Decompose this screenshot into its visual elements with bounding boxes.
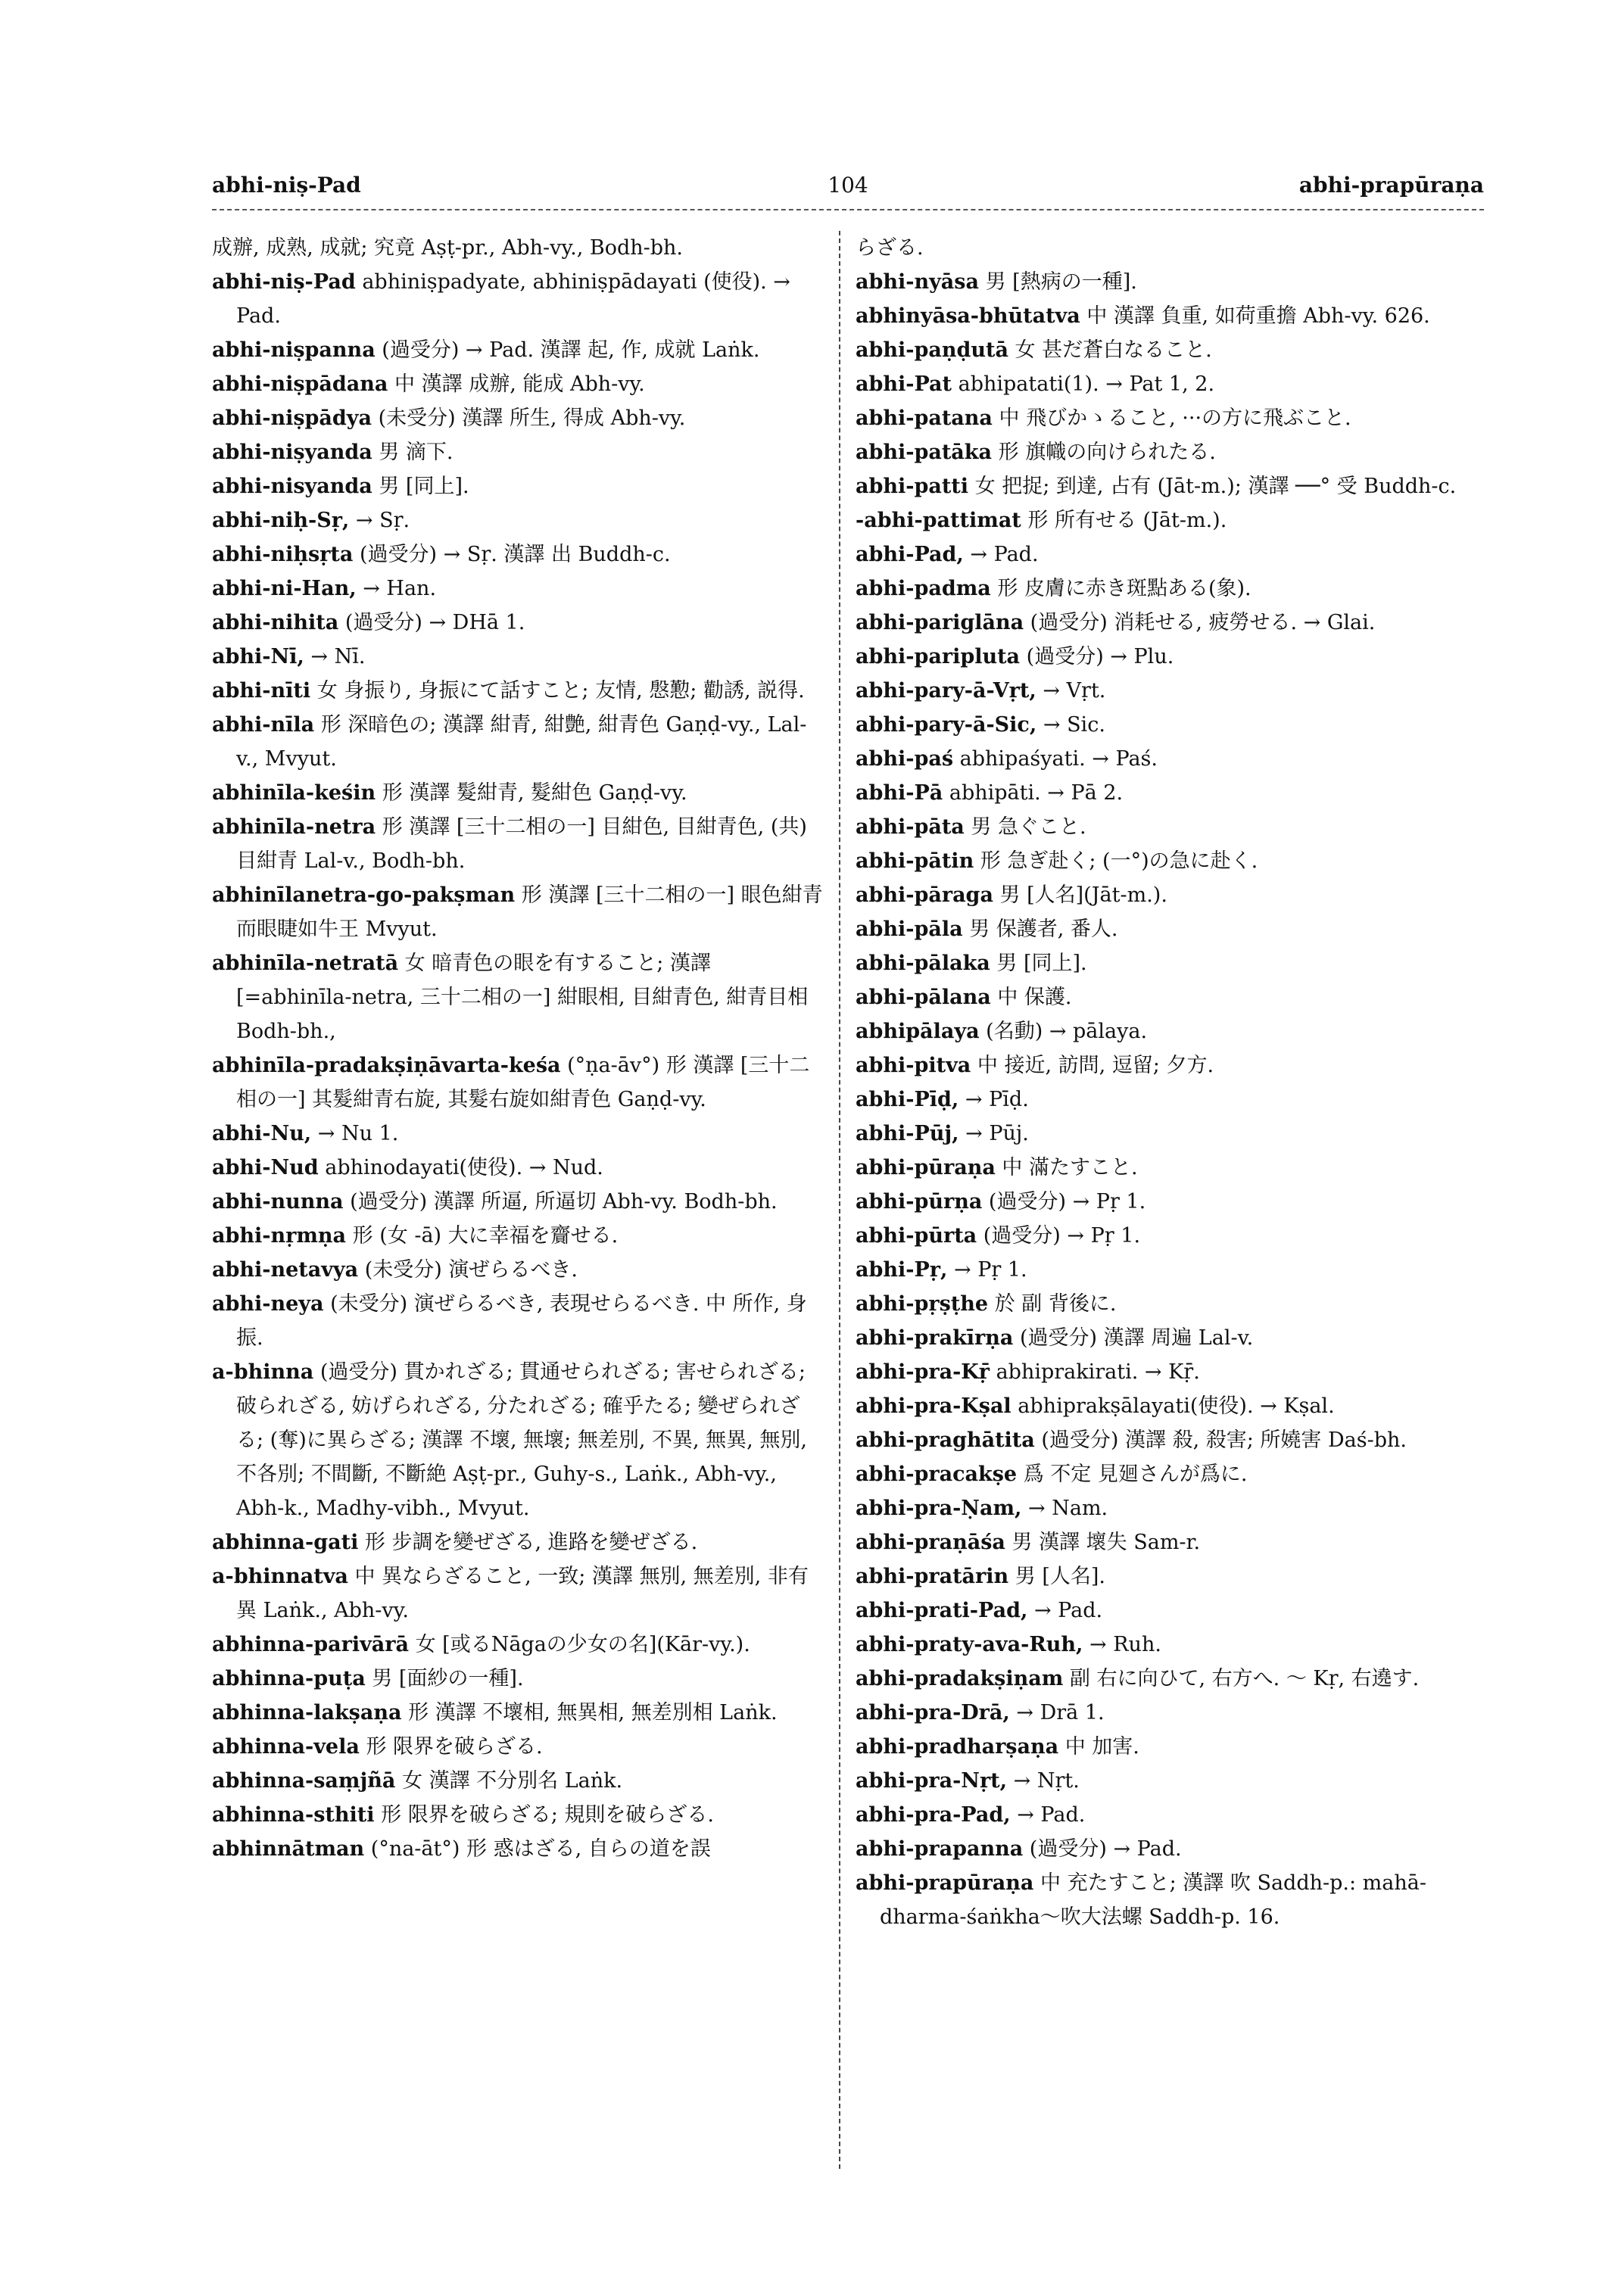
entry-definition: 中 異ならざること, 一致; 漢譯 無別, 無差別, 非有異 Laṅk., Abh-vy. — [236, 1565, 809, 1622]
dictionary-entry — [856, 1185, 1473, 1219]
dictionary-entry — [212, 1355, 825, 1525]
dictionary-entry — [856, 1594, 1473, 1628]
dictionary-entry — [212, 1151, 825, 1185]
entry-definition: → Sic. — [1043, 713, 1105, 737]
entry-headword: abhi-nīti — [212, 679, 311, 703]
entry-definition: 男 [同上]. — [996, 952, 1087, 975]
entry-headword: abhi-pūraṇa — [856, 1156, 996, 1179]
dictionary-entry — [212, 1798, 825, 1832]
entry-definition: 中 充たすこと; 漢譯 吹 Saddh-p.: mahā-dharma-śaṅkha～吹大法螺 Saddh-p. 16. — [880, 1871, 1426, 1929]
dictionary-entry — [212, 231, 825, 265]
dictionary-entry — [856, 1866, 1473, 1934]
dictionary-entry — [212, 1219, 825, 1253]
entry-headword: abhinna-puṭa — [212, 1667, 366, 1690]
entry-headword: abhi-niṣyanda — [212, 441, 372, 464]
entry-headword: abhi-ni-Han, — [212, 577, 357, 600]
dictionary-entry — [856, 1117, 1473, 1151]
entry-headword: abhi-paṇḍutā — [856, 338, 1008, 362]
entry-headword: abhi-Nud — [212, 1156, 319, 1179]
dictionary-entry — [212, 1832, 825, 1866]
entry-definition: 形 限界を破らざる; 規則を破らざる. — [381, 1803, 714, 1827]
entry-headword: abhi-nunna — [212, 1190, 344, 1213]
dictionary-entry — [856, 1491, 1473, 1525]
entry-definition: 形 所有せる (Jāt-m.). — [1027, 509, 1227, 532]
entry-headword: abhinīla-pradakṣiṇāvarta-keśa — [212, 1054, 561, 1077]
entry-headword: abhi-niṣpādya — [212, 407, 372, 430]
dictionary-entry — [212, 333, 825, 367]
entry-headword: abhi-Pṛ, — [856, 1258, 948, 1282]
dictionary-entry — [856, 299, 1473, 333]
dictionary-entry — [856, 640, 1473, 674]
entry-headword: abhi-nṛmṇa — [212, 1224, 347, 1248]
entry-headword: abhi-Pad, — [856, 543, 964, 566]
entry-definition: (過受分) → Pṛ 1. — [988, 1190, 1146, 1213]
header-right-guideword: abhi-prapūraṇa — [1298, 173, 1484, 198]
entry-definition: 女 身振り, 身振にて話すこと; 友情, 慇懃; 勸誘, 説得. — [316, 679, 805, 703]
dictionary-entry — [856, 1696, 1473, 1730]
entry-headword: abhi-pradharṣaṇa — [856, 1735, 1059, 1759]
entry-headword: abhi-pary-ā-Vṛt, — [856, 679, 1036, 703]
entry-definition: abhinodayati(使役). → Nud. — [325, 1156, 603, 1179]
entry-definition: 形 旗幟の向けられたる. — [998, 441, 1216, 464]
entry-headword: abhinna-vela — [212, 1735, 360, 1759]
entry-definition: (°ṇa-āv°) 形 漢譯 [三十二相の一] 其髮紺青右旋, 其髮右旋如紺青色 Gaṇḍ-vy. — [236, 1054, 810, 1111]
entry-headword: abhi-pra-Drā, — [856, 1701, 1010, 1724]
entry-definition: → Drā 1. — [1016, 1701, 1105, 1724]
entry-headword: abhi-pra-Kṣal — [856, 1394, 1011, 1418]
entry-definition: 女 甚だ蒼白なること. — [1015, 338, 1212, 362]
entry-definition: 男 [面紗の一種]. — [372, 1667, 524, 1690]
dictionary-entry — [856, 1355, 1473, 1389]
entry-headword: abhi-Pā — [856, 781, 943, 805]
dictionary-entry — [856, 1525, 1473, 1559]
entry-definition: → Nī. — [310, 645, 366, 668]
entry-headword: abhi-pālana — [856, 986, 991, 1009]
entry-definition: → Pad. — [1017, 1803, 1086, 1827]
entry-definition: 中 滿たすこと. — [1002, 1156, 1138, 1179]
entry-definition: → Pīḍ. — [965, 1088, 1029, 1111]
entry-definition: → Sṛ. — [355, 509, 410, 532]
dictionary-entry — [856, 572, 1473, 606]
entry-headword: a-bhinna — [212, 1360, 314, 1384]
entry-headword: abhi-niḥ-Sṛ, — [212, 509, 350, 532]
entry-definition: 男 急ぐこと. — [971, 815, 1086, 839]
dictionary-entry — [212, 435, 825, 469]
entry-definition: (過受分) 漢譯 殺, 殺害; 所嬈害 Daś-bh. — [1041, 1428, 1407, 1452]
entry-headword: abhi-nisyanda — [212, 475, 372, 498]
dictionary-entry — [212, 878, 825, 946]
entry-headword: abhinnātman — [212, 1837, 365, 1861]
page-number: 104 — [828, 173, 868, 198]
entry-headword: abhinīla-netratā — [212, 952, 399, 975]
entry-definition: (過受分) 消耗せる, 疲勞せる. → Glai. — [1030, 611, 1376, 634]
entry-headword: abhinīla-netra — [212, 815, 376, 839]
dictionary-entry — [856, 1764, 1473, 1798]
entry-headword: abhi-prapūraṇa — [856, 1871, 1034, 1895]
entry-definition: 形 漢譯 [三十二相の一] 目紺色, 目紺青色, (共)目紺青 Lal-v., Bodh-bh. — [236, 815, 807, 873]
entry-definition: (過受分) 貫かれざる; 貫通せられざる; 害せられざる; 破られざる, 妨げられざる, 分たれざる; 確乎たる; 變ぜられざる; (奪)に異らざる; 漢譯 不壞, 無壞; 無差別, 不異, 無異, 無別, 不各別; 不間斷, 不斷絶 Aṣṭ-pr., Guhy-s., Laṅk., Abh-vy., Abh-k., Madhy-vibh., Mvyut. — [236, 1360, 807, 1520]
dictionary-entry — [212, 503, 825, 537]
dictionary-entry — [856, 1287, 1473, 1321]
dictionary-entry — [856, 1423, 1473, 1457]
entry-headword: abhi-pratārin — [856, 1565, 1009, 1588]
column-divider — [839, 231, 840, 2169]
entry-definition: 中 保護. — [997, 986, 1072, 1009]
entry-headword: abhi-nīla — [212, 713, 315, 737]
entry-definition: 男 [同上]. — [379, 475, 469, 498]
dictionary-entry — [212, 1628, 825, 1662]
entry-headword: abhinna-saṃjñā — [212, 1769, 396, 1793]
entry-headword: abhi-pūrṇa — [856, 1190, 983, 1213]
dictionary-entry — [856, 946, 1473, 980]
entry-headword: abhi-praghātita — [856, 1428, 1035, 1452]
entry-definition: abhipāti. → Pā 2. — [949, 781, 1124, 805]
entry-definition: 女 [或るNāgaの少女の名](Kār-vy.). — [415, 1633, 750, 1656]
entry-definition: 形 漢譯 不壞相, 無異相, 無差別相 Laṅk. — [408, 1701, 778, 1724]
entry-headword: abhi-pāla — [856, 918, 963, 941]
entry-headword: -abhi-pattimat — [856, 509, 1021, 532]
entry-definition: (未受分) 演ぜらるべき. — [364, 1258, 578, 1282]
dictionary-entry — [856, 810, 1473, 844]
entry-definition: 女 把捉; 到達, 占有 (Jāt-m.); 漢譯 ──° 受 Buddh-c. — [974, 475, 1457, 498]
dictionary-entry — [856, 674, 1473, 708]
dictionary-entry — [212, 1253, 825, 1287]
header-rule — [212, 209, 1484, 210]
entry-headword: abhinīlanetra-go-pakṣman — [212, 883, 516, 907]
entry-headword: abhi-prapanna — [856, 1837, 1024, 1861]
dictionary-entry — [856, 742, 1473, 776]
entry-definition: 形 皮膚に赤き斑點ある(象). — [997, 577, 1252, 600]
entry-headword: abhi-pra-Kṝ — [856, 1360, 990, 1384]
entry-definition: (過受分) → Sṛ. 漢譯 出 Buddh-c. — [359, 543, 671, 566]
entry-definition: → Nam. — [1028, 1497, 1108, 1520]
entry-headword: abhi-Pat — [856, 372, 952, 396]
dictionary-entry — [212, 1287, 825, 1355]
dictionary-entry — [856, 503, 1473, 537]
dictionary-entry — [212, 810, 825, 878]
entry-definition: 女 暗青色の眼を有すること; 漢譯 [=abhinīla-netra, 三十二相の一] 紺眼相, 目紺青色, 紺青目相 Bodh-bh., — [236, 952, 809, 1043]
entry-definition: 於 副 背後に. — [994, 1292, 1117, 1316]
entry-headword: abhinna-lakṣaṇa — [212, 1701, 402, 1724]
dictionary-entry — [856, 537, 1473, 572]
dictionary-entry — [212, 401, 825, 435]
entry-definition: 形 限界を破らざる. — [366, 1735, 543, 1759]
dictionary-entry — [212, 674, 825, 708]
entry-definition: (名動) → pālaya. — [986, 1020, 1148, 1043]
dictionary-entry — [856, 878, 1473, 912]
entry-headword: abhi-padma — [856, 577, 991, 600]
dictionary-entry — [212, 1185, 825, 1219]
dictionary-entry — [212, 708, 825, 776]
dictionary-entry — [212, 265, 825, 333]
dictionary-entry — [212, 469, 825, 503]
dictionary-entry — [212, 1048, 825, 1117]
entry-headword: abhi-pṛṣṭhe — [856, 1292, 989, 1316]
entry-definition: abhipatati(1). → Pat 1, 2. — [958, 372, 1215, 396]
entry-definition: 爲 不定 見廻さんが爲に. — [1023, 1463, 1248, 1486]
dictionary-entry — [856, 776, 1473, 810]
dictionary-entry — [856, 1014, 1473, 1048]
entry-headword: abhi-patana — [856, 407, 993, 430]
entry-headword: abhinna-sthiti — [212, 1803, 375, 1827]
left-column — [212, 231, 825, 1866]
entry-definition: → Nṛt. — [1013, 1769, 1080, 1793]
entry-definition: → Han. — [363, 577, 437, 600]
entry-definition: 成辦, 成熟, 成就; 究竟 Aṣṭ-pr., Abh-vy., Bodh-bh. — [212, 236, 684, 260]
entry-headword: abhi-patāka — [856, 441, 993, 464]
entry-headword: abhi-patti — [856, 475, 969, 498]
entry-definition: らざる. — [856, 236, 924, 260]
entry-headword: abhi-pra-Pad, — [856, 1803, 1011, 1827]
entry-headword: abhi-pālaka — [856, 952, 990, 975]
dictionary-entry — [856, 606, 1473, 640]
dictionary-entry — [856, 435, 1473, 469]
entry-definition: → Pṛ 1. — [954, 1258, 1027, 1282]
dictionary-entry — [212, 1525, 825, 1559]
dictionary-entry — [212, 1117, 825, 1151]
entry-definition: 中 漢譯 負重, 如荷重擔 Abh-vy. 626. — [1086, 304, 1430, 328]
entry-headword: a-bhinnatva — [212, 1565, 348, 1588]
page-header — [212, 173, 1484, 203]
dictionary-entry — [856, 708, 1473, 742]
entry-definition: → Nu 1. — [317, 1122, 399, 1145]
entry-definition: → Vṛt. — [1043, 679, 1106, 703]
dictionary-entry — [856, 980, 1473, 1014]
entry-headword: abhi-pra-Ṇam, — [856, 1497, 1022, 1520]
dictionary-entry — [212, 1559, 825, 1628]
dictionary-entry — [856, 401, 1473, 435]
entry-definition: 女 漢譯 不分別名 Laṅk. — [401, 1769, 623, 1793]
entry-definition: (過受分) → DHā 1. — [344, 611, 525, 634]
entry-definition: → Pad. — [1033, 1599, 1103, 1622]
entry-headword: abhi-niṣ-Pad — [212, 270, 356, 294]
dictionary-entry — [856, 1457, 1473, 1491]
entry-headword: abhi-paś — [856, 747, 954, 771]
entry-definition: abhiprakṣālayati(使役). → Kṣal. — [1018, 1394, 1335, 1418]
entry-definition: 中 接近, 訪問, 逗留; 夕方. — [977, 1054, 1214, 1077]
entry-definition: 形 漢譯 髮紺青, 髮紺色 Gaṇḍ-vy. — [382, 781, 687, 805]
entry-definition: → Ruh. — [1089, 1633, 1161, 1656]
dictionary-entry — [856, 1832, 1473, 1866]
entry-definition: 中 加害. — [1064, 1735, 1139, 1759]
entry-headword: abhi-netavya — [212, 1258, 359, 1282]
entry-headword: abhi-prati-Pad, — [856, 1599, 1028, 1622]
entry-headword: abhinīla-keśin — [212, 781, 376, 805]
dictionary-entry — [212, 1764, 825, 1798]
dictionary-entry — [856, 1798, 1473, 1832]
dictionary-entry — [856, 1048, 1473, 1083]
entry-headword: abhi-nyāsa — [856, 270, 979, 294]
entry-headword: abhi-pātin — [856, 849, 974, 873]
dictionary-entry — [856, 1628, 1473, 1662]
entry-headword: abhi-pracakṣe — [856, 1463, 1018, 1486]
entry-definition: 男 保護者, 番人. — [969, 918, 1118, 941]
entry-definition: (過受分) 漢譯 所逼, 所逼切 Abh-vy. Bodh-bh. — [350, 1190, 778, 1213]
entry-headword: abhinna-parivārā — [212, 1633, 409, 1656]
entry-headword: abhi-praṇāśa — [856, 1531, 1005, 1554]
entry-definition: 男 [熱病の一種]. — [985, 270, 1137, 294]
entry-definition: (未受分) 演ぜらるべき, 表現せらるべき. 中 所作, 身振. — [236, 1292, 807, 1350]
dictionary-entry — [856, 1151, 1473, 1185]
entry-headword: abhi-Pīḍ, — [856, 1088, 959, 1111]
entry-headword: abhi-pradakṣiṇam — [856, 1667, 1064, 1690]
entry-definition: abhiprakirati. → Kṝ. — [996, 1360, 1200, 1384]
entry-definition: (過受分) → Plu. — [1026, 645, 1174, 668]
dictionary-entry — [212, 606, 825, 640]
entry-headword: abhi-pāta — [856, 815, 965, 839]
entry-headword: abhi-niṣpādana — [212, 372, 388, 396]
entry-headword: abhi-niḥsṛta — [212, 543, 354, 566]
dictionary-entry — [856, 1321, 1473, 1355]
entry-headword: abhi-pary-ā-Sic, — [856, 713, 1037, 737]
entry-headword: abhinna-gati — [212, 1531, 359, 1554]
entry-headword: abhi-neya — [212, 1292, 324, 1316]
dictionary-entry — [212, 572, 825, 606]
entry-headword: abhi-pāraga — [856, 883, 993, 907]
entry-definition: 男 滴下. — [379, 441, 454, 464]
dictionary-entry — [856, 367, 1473, 401]
entry-headword: abhi-pūrta — [856, 1224, 977, 1248]
dictionary-entry — [856, 1559, 1473, 1594]
entry-headword: abhi-Nu, — [212, 1122, 312, 1145]
entry-definition: 形 (女 -ā) 大に幸福を齎せる. — [352, 1224, 619, 1248]
entry-headword: abhi-prakīrṇa — [856, 1326, 1014, 1350]
dictionary-entry — [856, 231, 1473, 265]
dictionary-entry — [212, 537, 825, 572]
entry-headword: abhi-pariglāna — [856, 611, 1024, 634]
entry-headword: abhipālaya — [856, 1020, 980, 1043]
entry-definition: → Pūj. — [965, 1122, 1029, 1145]
entry-definition: (過受分) 漢譯 周遍 Lal-v. — [1019, 1326, 1254, 1350]
entry-headword: abhi-niṣpanna — [212, 338, 376, 362]
dictionary-entry — [856, 1083, 1473, 1117]
entry-definition: (過受分) → Pṛ 1. — [983, 1224, 1141, 1248]
entry-headword: abhi-paripluta — [856, 645, 1021, 668]
dictionary-entry — [212, 640, 825, 674]
entry-headword: abhinyāsa-bhūtatva — [856, 304, 1080, 328]
entry-definition: abhipaśyati. → Paś. — [959, 747, 1158, 771]
dictionary-entry — [856, 1389, 1473, 1423]
dictionary-entry — [856, 1253, 1473, 1287]
entry-headword: abhi-nihita — [212, 611, 339, 634]
entry-definition: 副 右に向ひて, 右方へ. ～ Kṛ, 右遶す. — [1069, 1667, 1420, 1690]
entry-definition: (未受分) 漢譯 所生, 得成 Abh-vy. — [378, 407, 686, 430]
right-column — [856, 231, 1473, 1934]
dictionary-entry — [212, 1730, 825, 1764]
entry-definition: 中 漢譯 成辦, 能成 Abh-vy. — [394, 372, 645, 396]
dictionary-entry — [856, 1730, 1473, 1764]
entry-definition: 男 [人名]. — [1015, 1565, 1105, 1588]
header-left-guideword: abhi-niṣ-Pad — [212, 173, 361, 198]
entry-headword: abhi-pra-Nṛt, — [856, 1769, 1008, 1793]
dictionary-entry — [856, 469, 1473, 503]
entry-definition: (°na-āt°) 形 惑はざる, 自らの道を誤 — [370, 1837, 711, 1861]
dictionary-entry — [856, 333, 1473, 367]
entry-definition: 形 步調を變ぜざる, 進路を變ぜざる. — [364, 1531, 698, 1554]
entry-definition: (過受分) → Pad. 漢譯 起, 作, 成就 Laṅk. — [382, 338, 760, 362]
dictionary-entry — [212, 367, 825, 401]
entry-definition: → Pad. — [970, 543, 1039, 566]
entry-definition: (過受分) → Pad. — [1029, 1837, 1182, 1861]
entry-headword: abhi-Pūj, — [856, 1122, 959, 1145]
dictionary-entry — [212, 776, 825, 810]
entry-definition: abhiniṣpadyate, abhiniṣpādayati (使役). → Pad. — [236, 270, 790, 328]
entry-definition: 男 漢譯 壞失 Sam-r. — [1011, 1531, 1201, 1554]
entry-headword: abhi-pitva — [856, 1054, 971, 1077]
entry-definition: 形 漢譯 [三十二相の一] 眼色紺青而眼睫如牛王 Mvyut. — [236, 883, 823, 941]
entry-definition: 男 [人名](Jāt-m.). — [999, 883, 1167, 907]
dictionary-entry — [856, 912, 1473, 946]
dictionary-entry — [212, 946, 825, 1048]
entry-headword: abhi-praty-ava-Ruh, — [856, 1633, 1083, 1656]
entry-definition: 形 急ぎ赴く; (一°)の急に赴く. — [980, 849, 1258, 873]
dictionary-entry — [856, 1662, 1473, 1696]
entry-definition: 中 飛びかゝること, ···の方に飛ぶこと. — [999, 407, 1351, 430]
entry-headword: abhi-Nī, — [212, 645, 304, 668]
dictionary-entry — [856, 265, 1473, 299]
dictionary-entry — [856, 1219, 1473, 1253]
dictionary-entry — [856, 844, 1473, 878]
dictionary-entry — [212, 1662, 825, 1696]
dictionary-entry — [212, 1696, 825, 1730]
entry-definition: 形 深暗色の; 漢譯 紺青, 紺艶, 紺青色 Gaṇḍ-vy., Lal-v., Mvyut. — [236, 713, 807, 771]
